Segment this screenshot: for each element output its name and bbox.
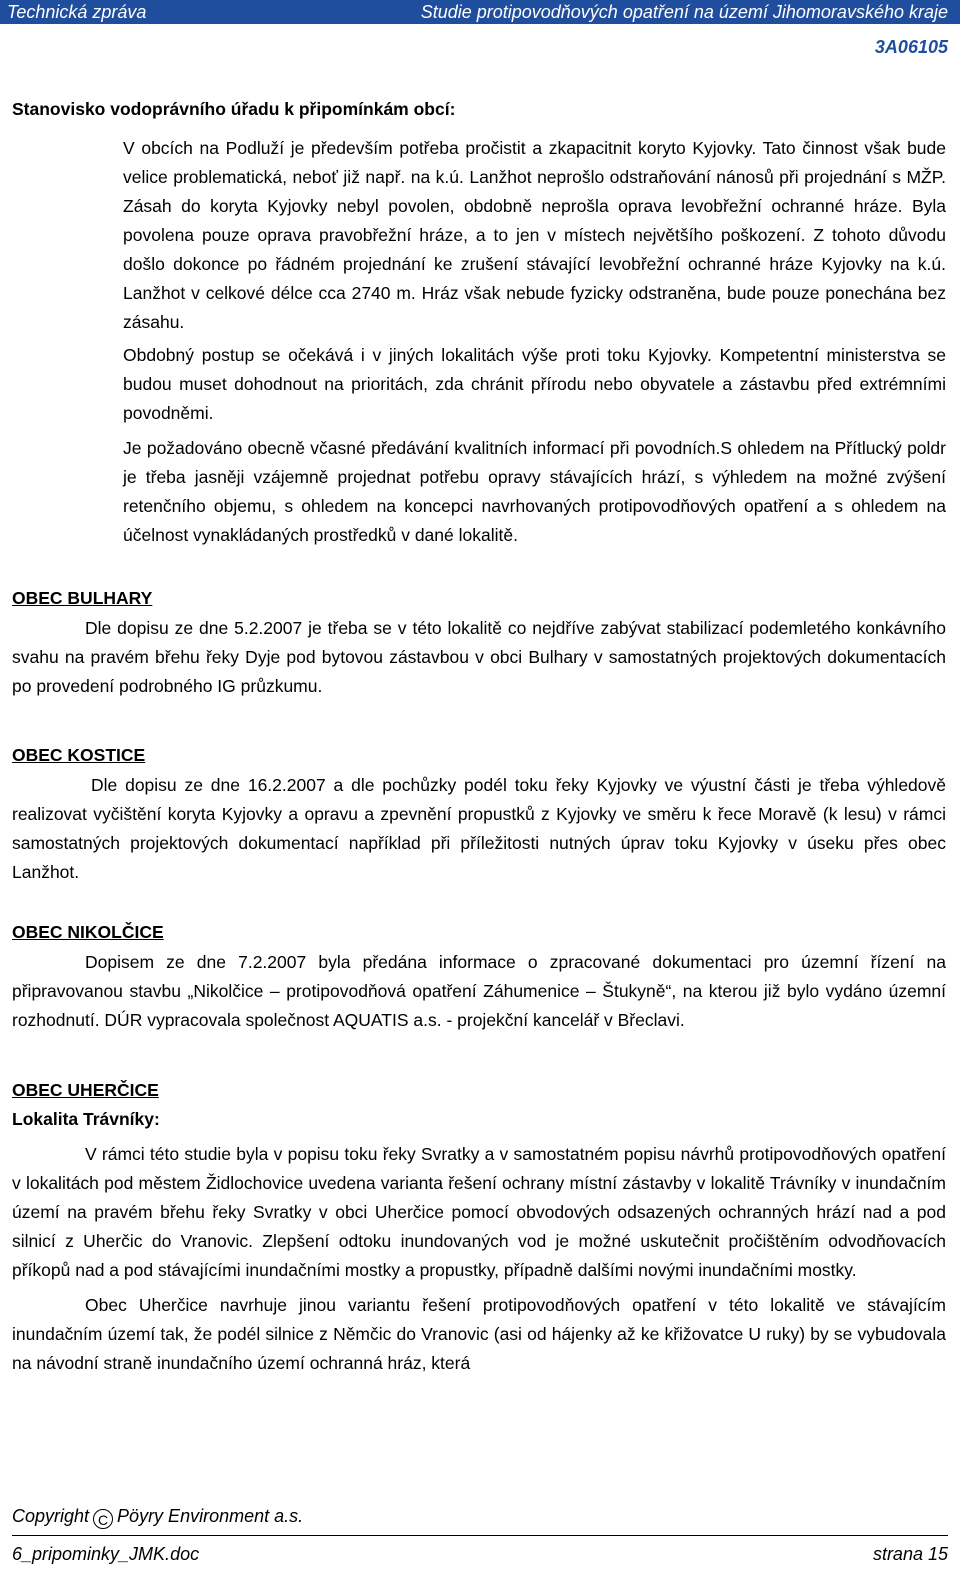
- section-heading-bulhary: OBEC BULHARY: [12, 588, 153, 608]
- copyright-line: [12, 1505, 303, 1529]
- paragraph: V obcích na Podluží je především potřeba pročistit a zkapacitnit koryto Kyjovky. Tato činnost však bude velice problematická, neboť již např. na k.ú. Lanžhot neprošlo odstraňování nánosů při projednání s MŽP. Zásah do koryta Kyjovky nebyl povolen, obdobně neprošla oprava levobřežní ochranné hráze. Byla povolena pouze oprava pravobřežní hráze, a to jen v místech největšího poškození. Z tohoto důvodu došlo dokonce po řádném projednání ke zrušení stávající levobřežní ochranné hráze Kyjovky na k.ú. Lanžhot v celkové délce cca 2740 m. Hráz však nebude fyzicky odstraněna, bude pouze ponechána bez zásahu.: [123, 138, 946, 332]
- document-number: 3A06105: [874, 37, 948, 57]
- copyright-holder: Pöyry Environment a.s.: [117, 1506, 304, 1526]
- footer-divider: [12, 1535, 948, 1536]
- paragraph: Dopisem ze dne 7.2.2007 byla předána informace o zpracované dokumentaci pro územní řízení na připravovanou stavbu „Nikolčice – protipovodňová opatření Záhumenice – Štukyně“, na kterou již bylo vydáno územní rozhodnutí. DÚR vypracovala společnost AQUATIS a.s. - projekční kancelář v Břeclavi.: [12, 952, 946, 1030]
- paragraph: Obdobný postup se očekává i v jiných lokalitách výše proti toku Kyjovky. Kompetentní ministerstva se budou muset dohodnout na prioritách, zda chránit přírodu nebo obyvatele a zástavbu před extrémními povodněmi.: [123, 345, 946, 423]
- paragraph: V rámci této studie byla v popisu toku řeky Svratky a v samostatném popisu návrhů protipovodňových opatření v lokalitách pod městem Židlochovice uvedena varianta řešení ochrany místní zástavby v lokalitě Trávníky v inundačním území na pravém břehu řeky Svratky v obci Uherčice pomocí obvodových odsazených ochranných hrází nad a pod silnicí z Uherčic do Vranovic. Zlepšení odtoku inundovaných vod je možné uskutečnit pročištěním odvodňovacích příkopů nad a pod stávajícími inundačními mostky a propustky, případně dalšími novými inundačními mostky.: [12, 1144, 946, 1280]
- paragraph: Obec Uherčice navrhuje jinou variantu řešení protipovodňových opatření v této lokalitě ve stávajícím inundačním území tak, že podél silnice z Němčic do Vranovic (asi od hájenky až ke křižovatce U ruky) by se vybudovala na návodní straně inundačního území ochranná hráz, která: [12, 1295, 946, 1373]
- header-left-title: Technická zpráva: [7, 2, 147, 22]
- paragraph: Je požadováno obecně včasné předávání kvalitních informací při povodních.S ohledem na Přítlucký poldr je třeba jasněji vzájemně projednat potřebu opravy stávajících hrází, s výhledem na možné zvýšení retenčního objemu, s ohledem na koncepci navrhovaných protipovodňových opatření a s ohledem na účelnost vynakládaných prostředků v dané lokalitě.: [123, 438, 946, 545]
- header-bar: [0, 0, 960, 24]
- document-body: [12, 95, 946, 1378]
- section-heading-uhercice: OBEC UHERČICE: [12, 1080, 159, 1100]
- section-heading-stanovisko: Stanovisko vodoprávního úřadu k připomínkám obcí:: [12, 99, 456, 119]
- footer-filename: 6_pripominky_JMK.doc: [12, 1544, 200, 1564]
- header-right-title: Studie protipovodňových opatření na území Jihomoravského kraje: [420, 2, 948, 22]
- copyright-label: Copyright: [12, 1506, 90, 1526]
- subsection-heading-travniky: Lokalita Trávníky:: [12, 1109, 160, 1129]
- copyright-icon: C: [93, 1509, 113, 1529]
- paragraph: Dle dopisu ze dne 16.2.2007 a dle pochůzky podél toku řeky Kyjovky ve výustní části je třeba výhledově realizovat vyčištění koryta Kyjovky a opravu a zpevnění propustků z Kyjovky ve směru k řece Moravě (k lesu) v rámci samostatných projektových dokumentací například při příležitosti nutných úprav toku Kyjovky v úseku přes obec Lanžhot.: [12, 775, 946, 882]
- section-heading-kostice: OBEC KOSTICE: [12, 745, 146, 765]
- section-heading-nikolcice: OBEC NIKOLČICE: [12, 922, 164, 942]
- footer-page-number: strana 15: [872, 1544, 948, 1564]
- paragraph: Dle dopisu ze dne 5.2.2007 je třeba se v této lokalitě co nejdříve zabývat stabilizací podemletého konkávního svahu na pravém břehu řeky Dyje pod bytovou zástavbou v obci Bulhary v samostatných projektových dokumentacích po provedení podrobného IG průzkumu.: [12, 618, 946, 696]
